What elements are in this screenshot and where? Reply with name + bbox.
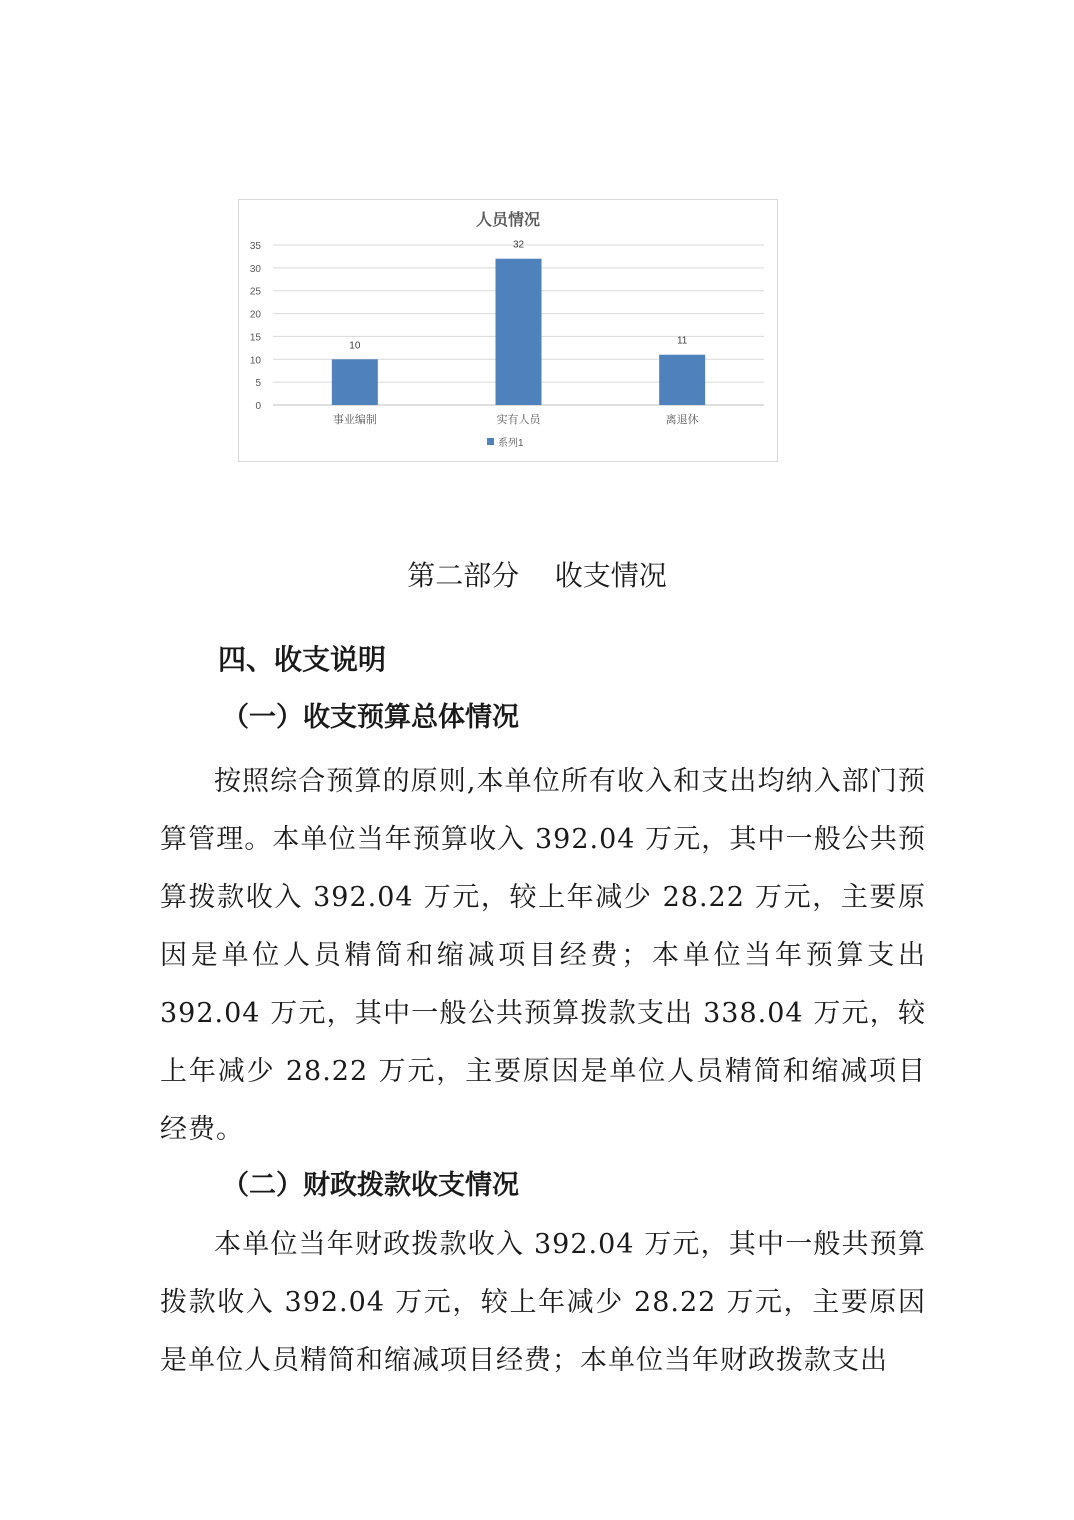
chart-svg — [239, 200, 777, 461]
data-label: 10 — [349, 340, 361, 352]
y-tick-label: 20 — [249, 309, 261, 321]
data-label: 11 — [676, 335, 688, 347]
subsection2-paragraph: 本单位当年财政拨款收入 392.04 万元，其中一般共预算拨款收入 392.04 万元，较上年减少 28.22 万元，主要原因是单位人员精简和缩减项目经费；本单位当年财政拨款支出 — [160, 1229, 926, 1376]
bar — [496, 259, 542, 405]
chart-title: 人员情况 — [475, 212, 541, 229]
y-tick-label: 10 — [249, 355, 261, 367]
bar — [332, 359, 378, 405]
bar — [659, 355, 705, 405]
y-tick-label: 0 — [255, 401, 261, 412]
y-tick-label: 25 — [249, 286, 261, 298]
legend-swatch — [487, 438, 494, 445]
staffing-chart — [238, 199, 778, 462]
subsection2-title: （二）财政拨款收支情况 — [222, 1170, 519, 1201]
x-tick-label: 实有人员 — [496, 414, 541, 426]
section4-title: 四、收支说明 — [218, 643, 387, 676]
y-tick-label: 30 — [249, 263, 261, 275]
subsection1-paragraph: 按照综合预算的原则,本单位所有收入和支出均纳入部门预算管理。本单位当年预算收入 392.04 万元，其中一般公共预算拨款收入 392.04 万元，较上年减少 28.22 万元，主要原因是单位人员精简和缩减项目经费；本单位当年预算支出 392.04 万元，其中一般公共预算拨款支出 338.04 万元，较上年减少 28.22 万元，主要原因是单位人员精简和缩减项目经费。 — [160, 766, 926, 1145]
x-tick-label: 事业编制 — [332, 414, 377, 426]
data-label: 32 — [512, 239, 525, 251]
y-tick-label: 5 — [255, 378, 261, 390]
x-tick-label: 离退休 — [665, 414, 699, 426]
y-tick-label: 35 — [249, 241, 261, 252]
section-heading: 第二部分 收支情况 — [407, 559, 667, 592]
y-tick-label: 15 — [249, 332, 261, 344]
subsection1-title: （一）收支预算总体情况 — [222, 702, 519, 733]
legend-label: 系列1 — [498, 438, 524, 449]
